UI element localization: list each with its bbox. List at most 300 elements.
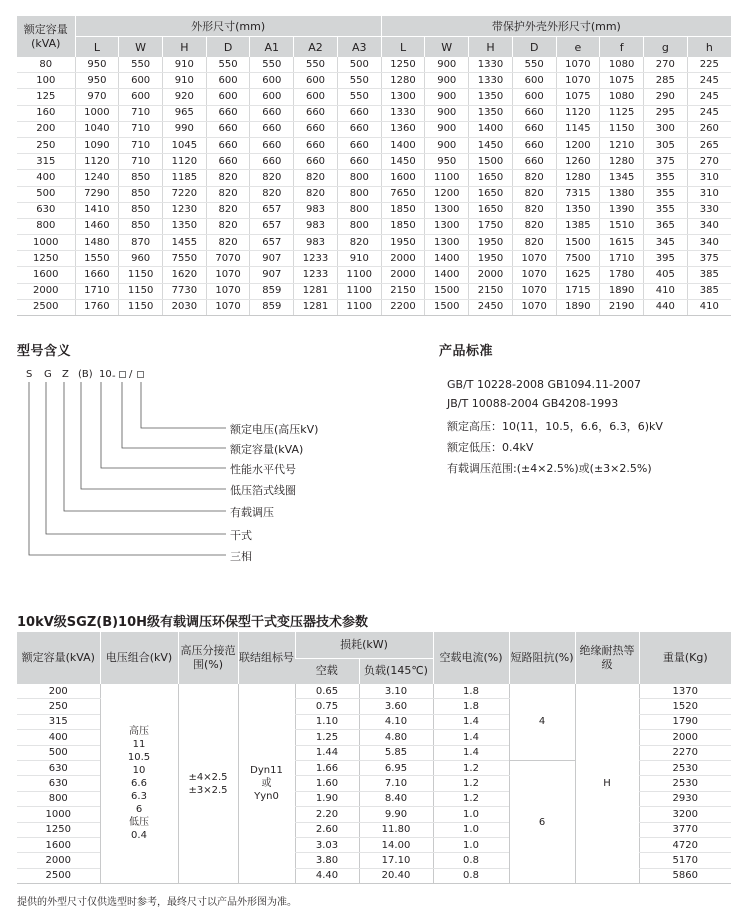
noload-current-cell: 1.2 xyxy=(433,760,509,775)
weight-cell: 5170 xyxy=(639,853,731,868)
noload-current-cell: 1.0 xyxy=(433,837,509,852)
dimension-cell: 600 xyxy=(250,73,294,89)
vector-group-line: 或 xyxy=(261,778,272,790)
dimension-cell: 820 xyxy=(206,170,250,186)
dimension-cell: 910 xyxy=(337,251,381,267)
tap-range-cell xyxy=(178,684,238,884)
dimension-cell: 395 xyxy=(643,251,687,267)
dimension-cell: 660 xyxy=(250,154,294,170)
dimension-cell: 600 xyxy=(119,73,163,89)
code-dash: - xyxy=(112,371,116,382)
dimension-cell: 660 xyxy=(206,121,250,137)
dimension-cell: 1950 xyxy=(469,251,513,267)
dimension-cell: 2000 xyxy=(469,267,513,283)
dimension-cell: 1350 xyxy=(469,105,513,121)
table-row xyxy=(17,137,731,153)
model-label-foil-winding: 低压箔式线圈 xyxy=(230,484,296,497)
model-label-on-load-tap: 有载调压 xyxy=(230,506,274,519)
dimension-cell: 550 xyxy=(206,57,250,73)
tech-header-kva: 额定容量(kVA) xyxy=(17,632,100,684)
dimension-cell: 310 xyxy=(687,186,731,202)
dimension-cell: 1200 xyxy=(425,186,469,202)
noload-loss-cell: 1.25 xyxy=(295,730,359,745)
dimension-cell: 820 xyxy=(512,202,556,218)
kva-cell: 400 xyxy=(17,730,100,745)
dimension-cell: 900 xyxy=(425,121,469,137)
dimension-cell: 820 xyxy=(512,186,556,202)
voltage-combination-cell xyxy=(100,684,178,884)
table-row xyxy=(17,299,731,315)
dimension-cell: 1460 xyxy=(75,218,119,234)
noload-current-cell: 1.4 xyxy=(433,730,509,745)
dimension-cell: 1080 xyxy=(600,57,644,73)
weight-cell: 5860 xyxy=(639,868,731,883)
noload-current-cell: 1.8 xyxy=(433,699,509,714)
dimension-cell: 657 xyxy=(250,235,294,251)
dimension-cell: 1300 xyxy=(381,89,425,105)
dimension-cell: 225 xyxy=(687,57,731,73)
capacity-cell: 2000 xyxy=(17,283,75,299)
dimension-cell: 710 xyxy=(119,154,163,170)
dimension-cell: 1890 xyxy=(600,283,644,299)
dimension-cell: 1120 xyxy=(556,105,600,121)
dimension-cell: 850 xyxy=(119,218,163,234)
dimension-cell: 900 xyxy=(425,137,469,153)
noload-loss-cell: 2.60 xyxy=(295,822,359,837)
dimension-cell: 660 xyxy=(250,105,294,121)
standard-line-rated-lv: 额定低压：0.4kV xyxy=(447,441,534,454)
dimension-cell: 550 xyxy=(337,73,381,89)
dimension-cell: 1710 xyxy=(75,283,119,299)
dimension-cell: 355 xyxy=(643,170,687,186)
dimension-cell: 657 xyxy=(250,202,294,218)
dimension-cell: 850 xyxy=(119,170,163,186)
dimension-cell: 550 xyxy=(512,57,556,73)
dimension-cell: 900 xyxy=(425,73,469,89)
dim-subheader-cell: A2 xyxy=(294,37,338,58)
vector-group-line: Dyn11 xyxy=(250,765,283,777)
dimension-cell: 355 xyxy=(643,202,687,218)
dimension-cell: 410 xyxy=(643,283,687,299)
weight-cell: 1370 xyxy=(639,684,731,699)
dimension-cell: 800 xyxy=(337,170,381,186)
dimension-cell: 1045 xyxy=(162,137,206,153)
noload-current-cell: 1.8 xyxy=(433,684,509,699)
dim-subheader-cell: g xyxy=(643,37,687,58)
table-row xyxy=(17,186,731,202)
kva-cell: 315 xyxy=(17,714,100,729)
tech-header-insulation: 绝缘耐热等级 xyxy=(575,632,639,684)
vector-group-line: Yyn0 xyxy=(254,791,279,803)
voltage-line: 6.6 xyxy=(131,778,147,790)
voltage-line: 10 xyxy=(132,765,146,777)
dimension-cell: 7220 xyxy=(162,186,206,202)
dimension-cell: 1620 xyxy=(162,267,206,283)
dimension-cell: 1380 xyxy=(600,186,644,202)
noload-current-cell: 0.8 xyxy=(433,868,509,883)
dimension-cell: 7070 xyxy=(206,251,250,267)
dimension-cell: 660 xyxy=(512,137,556,153)
dimension-cell: 820 xyxy=(250,170,294,186)
dimension-cell: 1550 xyxy=(75,251,119,267)
dimension-cell: 820 xyxy=(294,170,338,186)
model-label-three-phase: 三相 xyxy=(230,550,252,563)
dimensions-table xyxy=(17,16,731,316)
tap-range-line: ±3×2.5 xyxy=(188,784,228,796)
dimension-cell: 2150 xyxy=(381,283,425,299)
tech-header-vector-group: 联结组标号 xyxy=(238,632,295,684)
dimension-cell: 1000 xyxy=(75,105,119,121)
dimension-cell: 295 xyxy=(643,105,687,121)
dimension-cell: 2000 xyxy=(381,251,425,267)
tech-header-loss: 损耗(kW) xyxy=(295,632,433,658)
dimension-cell: 1480 xyxy=(75,235,119,251)
dimension-cell: 1715 xyxy=(556,283,600,299)
noload-current-cell: 1.0 xyxy=(433,822,509,837)
noload-loss-cell: 0.65 xyxy=(295,684,359,699)
dimension-cell: 600 xyxy=(206,73,250,89)
dimension-cell: 7550 xyxy=(162,251,206,267)
dimension-cell: 1850 xyxy=(381,202,425,218)
dimension-cell: 1100 xyxy=(337,299,381,315)
dimension-cell: 970 xyxy=(75,89,119,105)
dimension-cell: 820 xyxy=(206,202,250,218)
code-letter-z: Z xyxy=(62,369,69,380)
table-row xyxy=(17,218,731,234)
voltage-line: 6.3 xyxy=(131,791,147,803)
dim-subheader-cell: D xyxy=(512,37,556,58)
dim-subheader-cell: A3 xyxy=(337,37,381,58)
weight-cell: 2530 xyxy=(639,760,731,775)
code-letter-g: G xyxy=(44,369,52,380)
standard-line-rated-hv: 额定高压：10(11，10.5，6.6，6.3，6)kV xyxy=(447,420,663,433)
dimension-cell: 1070 xyxy=(206,299,250,315)
dimension-cell: 910 xyxy=(162,57,206,73)
tech-table-body xyxy=(17,684,731,884)
dimension-cell: 710 xyxy=(119,105,163,121)
dimension-cell: 990 xyxy=(162,121,206,137)
dimension-cell: 1500 xyxy=(469,154,513,170)
voltage-line: 10.5 xyxy=(127,752,151,764)
dimension-cell: 660 xyxy=(250,121,294,137)
dimension-cell: 1450 xyxy=(381,154,425,170)
dimension-cell: 1650 xyxy=(469,202,513,218)
capacity-cell: 125 xyxy=(17,89,75,105)
dimension-cell: 1260 xyxy=(556,154,600,170)
dimensions-subheader-row xyxy=(17,37,731,58)
dimension-cell: 1950 xyxy=(469,235,513,251)
dimension-cell: 1070 xyxy=(206,267,250,283)
dimension-cell: 660 xyxy=(206,137,250,153)
dimension-cell: 270 xyxy=(687,154,731,170)
dimension-cell: 800 xyxy=(337,202,381,218)
dimension-cell: 900 xyxy=(425,105,469,121)
dimension-cell: 550 xyxy=(250,57,294,73)
tap-range-line: ±4×2.5 xyxy=(188,771,228,783)
dimension-cell: 1410 xyxy=(75,202,119,218)
dimension-cell: 1600 xyxy=(381,170,425,186)
dimension-cell: 550 xyxy=(119,57,163,73)
dimension-cell: 820 xyxy=(512,170,556,186)
dimension-cell: 660 xyxy=(337,105,381,121)
dimension-cell: 1500 xyxy=(425,283,469,299)
dimension-cell: 245 xyxy=(687,89,731,105)
kva-cell: 2500 xyxy=(17,868,100,883)
load-loss-cell: 4.80 xyxy=(359,730,433,745)
dimension-cell: 2450 xyxy=(469,299,513,315)
dimension-cell: 440 xyxy=(643,299,687,315)
table-row xyxy=(17,154,731,170)
table-row xyxy=(17,57,731,73)
dimension-cell: 500 xyxy=(337,57,381,73)
kva-cell: 2000 xyxy=(17,853,100,868)
header-outline-dimensions: 外形尺寸(mm) xyxy=(75,16,381,37)
table-row xyxy=(17,251,731,267)
capacity-cell: 1600 xyxy=(17,267,75,283)
dimension-cell: 1240 xyxy=(75,170,119,186)
tech-header-noload-loss: 空载 xyxy=(295,658,359,684)
dimension-cell: 600 xyxy=(294,89,338,105)
dimension-cell: 660 xyxy=(206,105,250,121)
dimension-cell: 710 xyxy=(119,121,163,137)
dimension-cell: 1233 xyxy=(294,251,338,267)
code-box-capacity xyxy=(119,371,126,378)
table-row xyxy=(17,202,731,218)
capacity-cell: 400 xyxy=(17,170,75,186)
code-letter-s: S xyxy=(26,369,33,380)
dimension-cell: 950 xyxy=(75,57,119,73)
code-slash: / xyxy=(129,369,133,380)
capacity-cell: 1250 xyxy=(17,251,75,267)
dimension-cell: 310 xyxy=(687,170,731,186)
code-number-10: 10 xyxy=(99,369,112,380)
dimension-cell: 859 xyxy=(250,299,294,315)
dimensions-table-body xyxy=(17,57,731,316)
dimension-cell: 820 xyxy=(206,218,250,234)
tech-header-noload-current: 空载电流(%) xyxy=(433,632,509,684)
dimension-cell: 1400 xyxy=(425,251,469,267)
dimension-cell: 1100 xyxy=(425,170,469,186)
capacity-cell: 100 xyxy=(17,73,75,89)
dimension-cell: 983 xyxy=(294,218,338,234)
voltage-line: 0.4 xyxy=(131,830,147,842)
load-loss-cell: 5.85 xyxy=(359,745,433,760)
dim-subheader-cell: H xyxy=(162,37,206,58)
table-row xyxy=(17,105,731,121)
dim-subheader-cell: L xyxy=(75,37,119,58)
table-row xyxy=(17,684,731,699)
dimension-cell: 1615 xyxy=(600,235,644,251)
dimension-cell: 1281 xyxy=(294,299,338,315)
load-loss-cell: 9.90 xyxy=(359,807,433,822)
dimension-cell: 660 xyxy=(250,137,294,153)
load-loss-cell: 17.10 xyxy=(359,853,433,868)
weight-cell: 3200 xyxy=(639,807,731,822)
dim-subheader-cell: A1 xyxy=(250,37,294,58)
dimension-cell: 660 xyxy=(294,105,338,121)
dimension-cell: 7650 xyxy=(381,186,425,202)
weight-cell: 2930 xyxy=(639,791,731,806)
table-row xyxy=(17,121,731,137)
dimension-cell: 265 xyxy=(687,137,731,153)
dimension-cell: 1330 xyxy=(469,57,513,73)
dimension-cell: 1950 xyxy=(381,235,425,251)
kva-cell: 800 xyxy=(17,791,100,806)
dimension-cell: 305 xyxy=(643,137,687,153)
dimension-cell: 2150 xyxy=(469,283,513,299)
dimension-cell: 907 xyxy=(250,267,294,283)
capacity-cell: 250 xyxy=(17,137,75,153)
dimension-cell: 260 xyxy=(687,121,731,137)
model-label-dry-type: 干式 xyxy=(230,529,252,542)
dimension-cell: 1280 xyxy=(381,73,425,89)
noload-loss-cell: 1.44 xyxy=(295,745,359,760)
dimension-cell: 820 xyxy=(337,235,381,251)
dimension-cell: 365 xyxy=(643,218,687,234)
dimension-cell: 1100 xyxy=(337,267,381,283)
tech-header-tap-range: 高压分接范围(%) xyxy=(178,632,238,684)
load-loss-cell: 4.10 xyxy=(359,714,433,729)
dimension-cell: 600 xyxy=(250,89,294,105)
dimension-cell: 7500 xyxy=(556,251,600,267)
dimension-cell: 1145 xyxy=(556,121,600,137)
dimension-cell: 660 xyxy=(337,154,381,170)
dimension-cell: 1075 xyxy=(600,73,644,89)
dimension-cell: 1450 xyxy=(469,137,513,153)
dimension-cell: 965 xyxy=(162,105,206,121)
dimension-cell: 1500 xyxy=(425,299,469,315)
dimension-cell: 245 xyxy=(687,73,731,89)
dimension-cell: 285 xyxy=(643,73,687,89)
tech-header-impedance: 短路阻抗(%) xyxy=(509,632,575,684)
load-loss-cell: 11.80 xyxy=(359,822,433,837)
dimension-cell: 1070 xyxy=(556,73,600,89)
dimension-cell: 600 xyxy=(294,73,338,89)
dimension-cell: 345 xyxy=(643,235,687,251)
dimension-cell: 2000 xyxy=(381,267,425,283)
dimension-cell: 1350 xyxy=(469,89,513,105)
dimension-cell: 660 xyxy=(337,121,381,137)
kva-cell: 500 xyxy=(17,745,100,760)
noload-current-cell: 1.2 xyxy=(433,791,509,806)
kva-cell: 630 xyxy=(17,776,100,791)
noload-current-cell: 1.0 xyxy=(433,807,509,822)
dimension-cell: 983 xyxy=(294,202,338,218)
dimension-cell: 850 xyxy=(119,186,163,202)
dimension-cell: 1230 xyxy=(162,202,206,218)
dim-subheader-cell: e xyxy=(556,37,600,58)
capacity-cell: 800 xyxy=(17,218,75,234)
dimension-cell: 1400 xyxy=(381,137,425,153)
dimension-cell: 1455 xyxy=(162,235,206,251)
noload-loss-cell: 1.90 xyxy=(295,791,359,806)
dimension-cell: 1780 xyxy=(600,267,644,283)
dimension-cell: 1350 xyxy=(556,202,600,218)
dimension-cell: 820 xyxy=(250,186,294,202)
dimension-cell: 550 xyxy=(337,89,381,105)
dimension-cell: 1360 xyxy=(381,121,425,137)
dimension-cell: 300 xyxy=(643,121,687,137)
dimension-cell: 1760 xyxy=(75,299,119,315)
dimension-cell: 1510 xyxy=(600,218,644,234)
dimension-cell: 2030 xyxy=(162,299,206,315)
dimension-cell: 375 xyxy=(687,251,731,267)
dimension-cell: 1625 xyxy=(556,267,600,283)
kva-cell: 1600 xyxy=(17,837,100,852)
kva-cell: 1250 xyxy=(17,822,100,837)
load-loss-cell: 20.40 xyxy=(359,868,433,883)
dimension-cell: 1070 xyxy=(512,267,556,283)
weight-cell: 1790 xyxy=(639,714,731,729)
dimension-cell: 1250 xyxy=(381,57,425,73)
code-letter-b: (B) xyxy=(78,369,93,380)
voltage-line: 低压 xyxy=(129,817,149,829)
kva-cell: 250 xyxy=(17,699,100,714)
dimension-cell: 910 xyxy=(162,73,206,89)
noload-loss-cell: 2.20 xyxy=(295,807,359,822)
code-box-voltage xyxy=(137,371,144,378)
table-row xyxy=(17,283,731,299)
table-row xyxy=(17,170,731,186)
dim-subheader-cell: H xyxy=(469,37,513,58)
dimension-cell: 1280 xyxy=(600,154,644,170)
kva-cell: 1000 xyxy=(17,807,100,822)
footnote: 提供的外型尺寸仅供选型时参考，最终尺寸以产品外形图为准。 xyxy=(17,897,297,908)
model-label-rated-capacity: 额定容量(kVA) xyxy=(230,443,304,456)
dimension-cell: 1345 xyxy=(600,170,644,186)
insulation-class-cell: H xyxy=(575,684,639,884)
noload-loss-cell: 1.10 xyxy=(295,714,359,729)
model-label-rated-voltage: 额定电压(高压kV) xyxy=(230,423,319,436)
noload-current-cell: 0.8 xyxy=(433,853,509,868)
dimension-cell: 375 xyxy=(643,154,687,170)
dimension-cell: 1070 xyxy=(512,283,556,299)
dimension-cell: 1120 xyxy=(162,154,206,170)
table-row xyxy=(17,267,731,283)
dimension-cell: 820 xyxy=(206,186,250,202)
dimension-cell: 950 xyxy=(75,73,119,89)
dimension-cell: 1300 xyxy=(425,235,469,251)
dimension-cell: 405 xyxy=(643,267,687,283)
dimension-cell: 1090 xyxy=(75,137,119,153)
dimension-cell: 410 xyxy=(687,299,731,315)
weight-cell: 2000 xyxy=(639,730,731,745)
dimension-cell: 245 xyxy=(687,105,731,121)
standard-line-tap-range: 有载调压范围:(±4×2.5%)或(±3×2.5%) xyxy=(447,462,652,475)
tech-header-weight: 重量(Kg) xyxy=(639,632,731,684)
dimension-cell: 900 xyxy=(425,57,469,73)
weight-cell: 2270 xyxy=(639,745,731,760)
dimension-cell: 600 xyxy=(512,73,556,89)
header-rated-capacity: 额定容量(kVA) xyxy=(17,16,75,57)
noload-loss-cell: 3.80 xyxy=(295,853,359,868)
tech-header-load-loss: 负载(145℃) xyxy=(359,658,433,684)
capacity-cell: 630 xyxy=(17,202,75,218)
dimension-cell: 1390 xyxy=(600,202,644,218)
dimension-cell: 1040 xyxy=(75,121,119,137)
capacity-cell: 160 xyxy=(17,105,75,121)
dimension-cell: 1890 xyxy=(556,299,600,315)
dimension-cell: 800 xyxy=(337,218,381,234)
dimension-cell: 1300 xyxy=(425,202,469,218)
dimension-cell: 1710 xyxy=(600,251,644,267)
dimension-cell: 1075 xyxy=(556,89,600,105)
weight-cell: 2530 xyxy=(639,776,731,791)
tech-header-voltage: 电压组合(kV) xyxy=(100,632,178,684)
voltage-line: 6 xyxy=(135,804,143,816)
dimension-cell: 385 xyxy=(687,283,731,299)
noload-loss-cell: 4.40 xyxy=(295,868,359,883)
